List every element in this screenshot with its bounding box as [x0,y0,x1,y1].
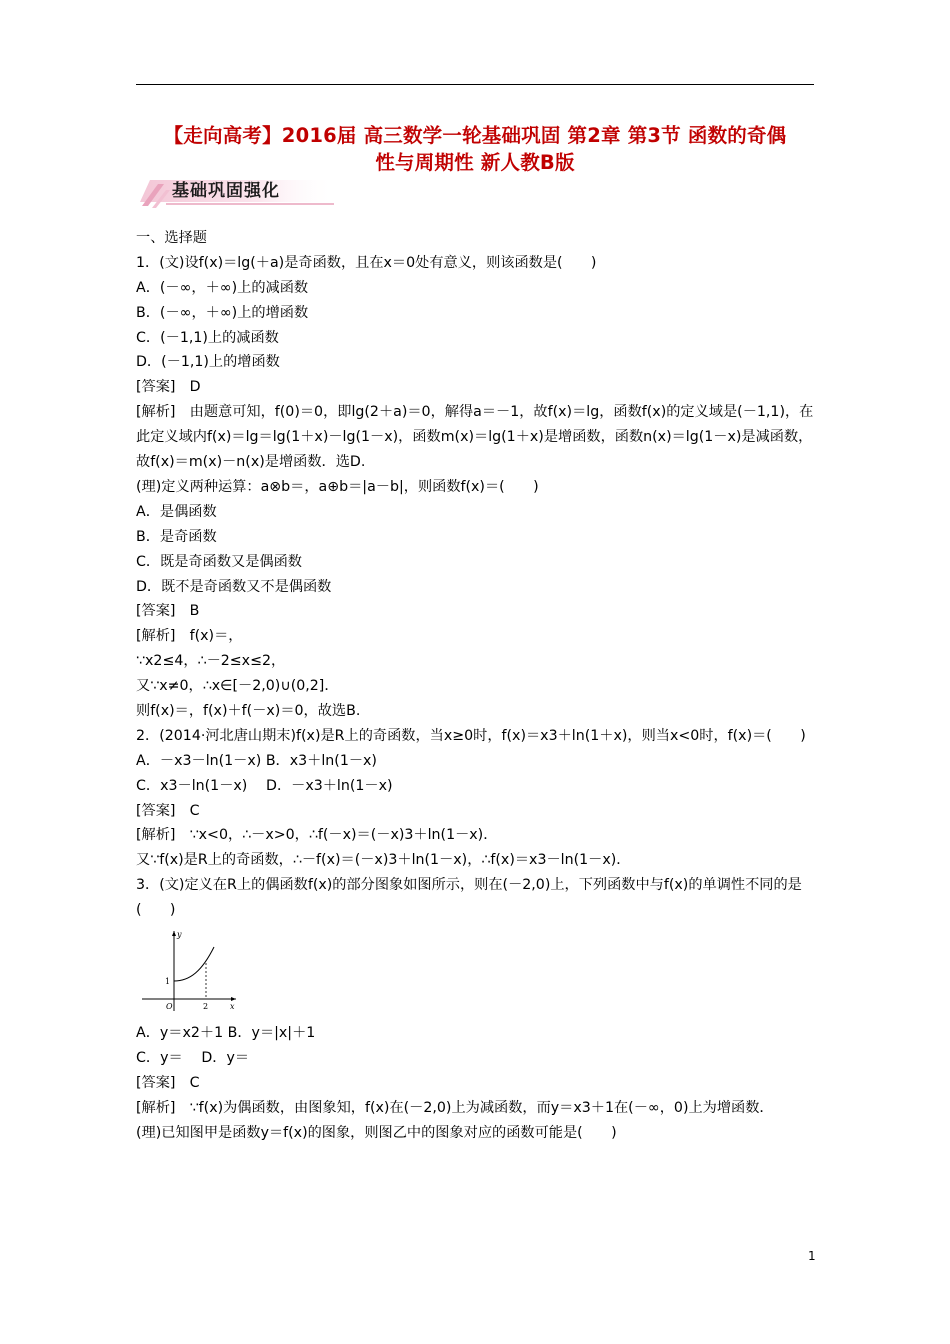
header-rule [136,84,814,85]
text-line: C．既是奇函数又是偶函数 [136,553,302,570]
text-line: (理)已知图甲是函数y＝f(x)的图象，则图乙中的图象对应的函数可能是( ) [136,1124,617,1141]
text-line: [答案] B [136,603,200,620]
y-tick-label: 1 [165,977,171,987]
x-axis-label: x [230,1002,235,1012]
text-paragraph: 3．(文)定义在R上的偶函数f(x)的部分图象如图所示，则在(－2,0)上，下列函数中与f(x)的单调性不同的是( ) [136,877,802,919]
y-axis-label: y [177,930,182,940]
text-line: 则f(x)＝，f(x)＋f(－x)＝0，故选B. [136,702,361,719]
text-line: D．既不是奇函数又不是偶函数 [136,578,332,595]
section-banner-title: 基础巩固强化 [172,181,280,201]
text-line: 又∵f(x)是R上的奇函数，∴－f(x)＝(－x)3＋ln(1－x)，∴f(x)＝x3－ln(1－x)． [136,852,631,869]
text-paragraph: [解析] ∵f(x)为偶函数，由图象知，f(x)在(－2,0)上为减函数，而y＝x3＋1在(－∞，0)上为增函数． [136,1099,774,1116]
title-line-1: 【走向高考】2016届 高三数学一轮基础巩固 第2章 第3节 函数的奇偶 [163,124,787,147]
text-line: A．是偶函数 [136,503,217,520]
text-line: [答案] C [136,1074,200,1091]
text-line: C．x3－ln(1－x) D．－x3＋ln(1－x) [136,777,393,794]
text-paragraph: 2．(2014·河北唐山期末)f(x)是R上的奇函数，当x≥0时，f(x)＝x3＋ln(1＋x)，则当x<0时，f(x)＝( ) [136,727,806,744]
text-paragraph: [解析] 由题意可知，f(0)＝0，即lg(2＋a)＝0，解得a＝－1，故f(x)＝lg，函数f(x)的定义域是(－1,1)，在此定义域内f(x)＝lg＝lg(1＋x)－lg(1－x)，函数m(x)＝lg(1＋x)是增函数，函数n(x)＝lg(1－x)是减函数，故f(x)＝m(x)－n(x)是增函数．选D. [136,404,814,471]
function-curve [174,947,214,981]
text-line: (理)定义两种运算：a⊗b＝，a⊕b＝|a－b|，则函数f(x)＝( ) [136,478,539,495]
text-line: [答案] C [136,802,200,819]
text-line: 一、选择题 [136,230,207,246]
text-line: D．(－1,1)上的增函数 [136,354,280,371]
text-line: 又∵x≠0，∴x∈[－2,0)∪(0,2]． [136,678,339,695]
x-axis-arrow-icon [231,997,236,1001]
title-line-2: 性与周期性 新人教B版 [375,151,575,174]
function-graph-figure [140,927,240,1015]
page-number: 1 [808,1249,816,1263]
text-line: [答案] D [136,379,201,396]
text-line: A．y＝x2＋1 B．y＝|x|＋1 [136,1025,316,1042]
text-line: [解析] ∵x<0，∴－x>0，∴f(－x)＝(－x)3＋ln(1－x)． [136,827,498,844]
text-line: [解析] f(x)＝， [136,628,243,645]
document-title [136,122,814,176]
document-body [136,226,816,1146]
x-tick-label: 2 [203,1002,209,1012]
text-line: 1．(文)设f(x)＝lg(＋a)是奇函数，且在x＝0处有意义，则该函数是( ) [136,254,597,271]
text-line: A．(－∞，＋∞)上的减函数 [136,279,309,296]
text-line: ∵x2≤4，∴－2≤x≤2， [136,653,286,670]
text-line: C．(－1,1)上的减函数 [136,329,279,346]
text-line: B．是奇函数 [136,528,217,545]
origin-label: O [166,1002,173,1012]
text-line: C．y＝ D．y＝ [136,1049,250,1066]
y-axis-arrow-icon [172,931,176,936]
text-line: A．－x3－ln(1－x) B．x3＋ln(1－x) [136,752,377,769]
text-line: B．(－∞，＋∞)上的增函数 [136,304,309,321]
